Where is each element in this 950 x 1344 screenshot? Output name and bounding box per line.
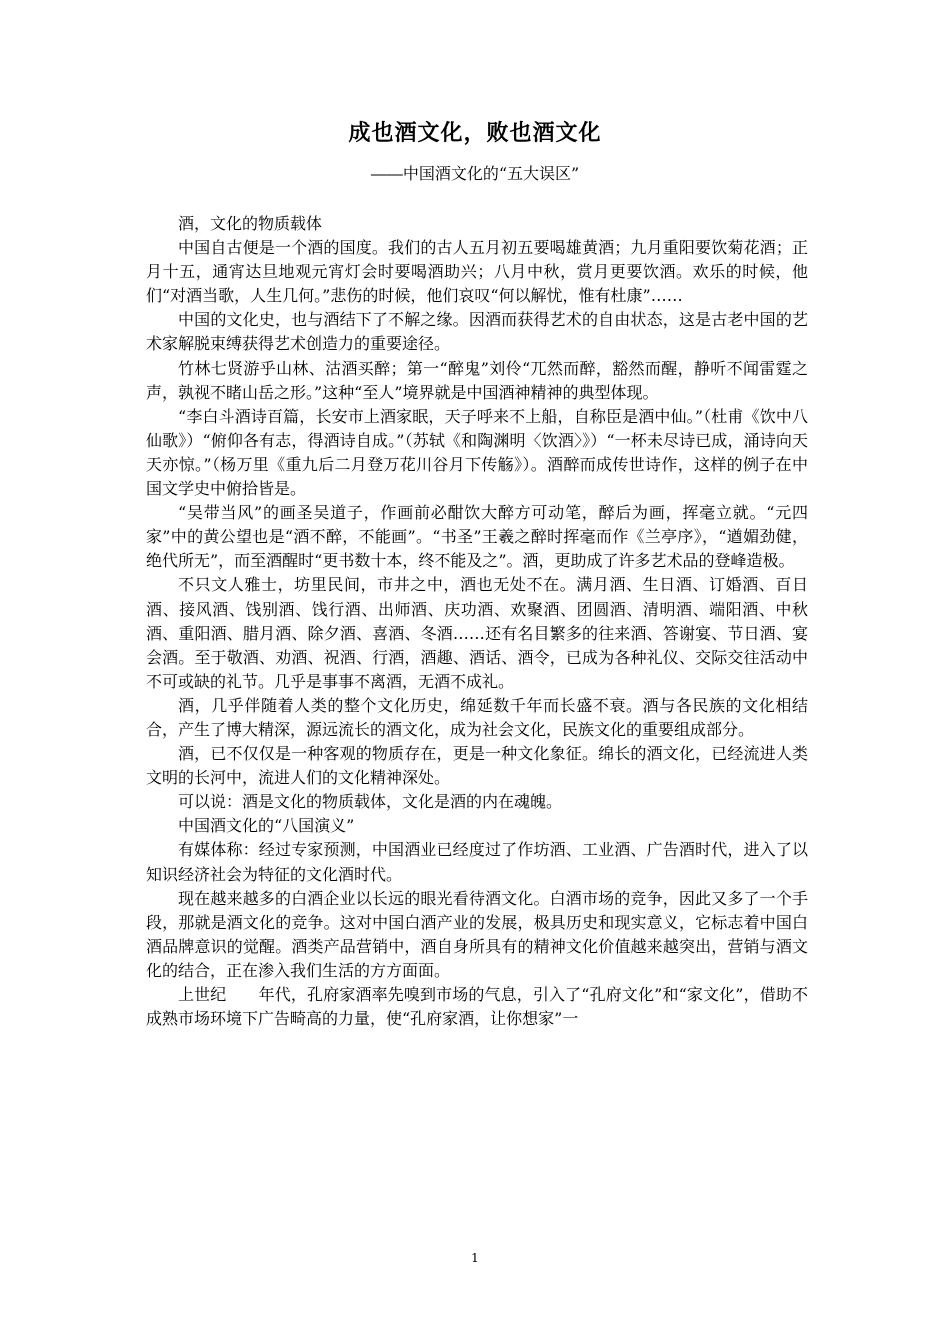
paragraph: 不只文人雅士，坊里民间，市井之中，酒也无处不在。满月酒、生日酒、订婚酒、百日酒、接风酒、饯别酒、饯行酒、出师酒、庆功酒、欢聚酒、团圆酒、清明酒、端阳酒、中秋酒、重阳酒、腊月酒、除夕酒、喜酒、冬酒……还有名目繁多的往来酒、答谢宴、节日酒、宴会酒。至于敬酒、劝酒、祝酒、行酒，酒趣、酒话、酒令，已成为各种礼仪、交际交往活动中不可或缺的礼节。几乎是事事不离酒，无酒不成礼。 bbox=[146, 575, 808, 691]
paragraph: “吴带当风”的画圣吴道子，作画前必酣饮大醉方可动笔，醉后为画，挥毫立就。“元四家”中的黄公望也是“酒不醉，不能画”。“书圣”王羲之醉时挥毫而作《兰亭序》，“遒媚劲健，绝代所无”，而至酒醒时“更书数十本，终不能及之”。酒，更助成了许多艺术品的登峰造极。 bbox=[146, 503, 808, 571]
paragraph: 酒，已不仅仅是一种客观的物质存在，更是一种文化象征。绵长的酒文化，已经流进人类文明的长河中，流进人们的文化精神深处。 bbox=[146, 744, 808, 788]
document-body bbox=[146, 212, 808, 1031]
page-number: 1 bbox=[471, 1251, 479, 1265]
paragraph: 竹林七贤游乎山林、沽酒买醉；第一“醉鬼”刘伶“兀然而醉，豁然而醒，静听不闻雷霆之声，孰视不睹山岳之形。”这种“至人”境界就是中国酒神精神的典型体现。 bbox=[146, 358, 808, 402]
paragraph: 有媒体称：经过专家预测，中国酒业已经度过了作坊酒、工业酒、广告酒时代，进入了以知识经济社会为特征的文化酒时代。 bbox=[146, 840, 808, 884]
paragraph: 中国自古便是一个酒的国度。我们的古人五月初五要喝雄黄酒；九月重阳要饮菊花酒；正月十五，通宵达旦地观元宵灯会时要喝酒助兴；八月中秋，赏月更要饮酒。欢乐的时候，他们“对酒当歌，人生几何。”悲伤的时候，他们哀叹“何以解忧，惟有杜康”…… bbox=[146, 238, 808, 306]
section-heading: 酒，文化的物质载体 bbox=[178, 214, 323, 233]
document-subtitle: ――中国酒文化的“五大误区” bbox=[370, 164, 580, 183]
paragraph: 中国的文化史，也与酒结下了不解之缘。因酒而获得艺术的自由状态，这是古老中国的艺术家解脱束缚获得艺术创造力的重要途径。 bbox=[146, 310, 808, 354]
paragraph: “李白斗酒诗百篇，长安市上酒家眠，天子呼来不上船，自称臣是酒中仙。”（杜甫《饮中八仙歌》）“俯仰各有志，得酒诗自成。”（苏轼《和陶渊明〈饮酒〉》）“一杯未尽诗已成，涌诗向天天亦惊。”（杨万里《重九后二月登万花川谷月下传觞》）。酒醉而成传世诗作，这样的例子在中国文学史中俯拾皆是。 bbox=[146, 406, 808, 499]
paragraph: 现在越来越多的白酒企业以长远的眼光看待酒文化。白酒市场的竞争，因此又多了一个手段，那就是酒文化的竞争。这对中国白酒产业的发展，极具历史和现实意义，它标志着中国白酒品牌意识的觉醒。酒类产品营销中，酒自身所具有的精神文化价值越来越突出，营销与酒文化的结合，正在渗入我们生活的方方面面。 bbox=[146, 888, 808, 980]
paragraph: 可以说：酒是文化的物质载体，文化是酒的内在魂魄。 bbox=[178, 792, 563, 812]
paragraph: 上世纪 年代，孔府家酒率先嗅到市场的气息，引入了“孔府文化”和“家文化”，借助不成熟市场环境下广告畸高的力量，使“孔府家酒，让你想家”一 bbox=[146, 985, 808, 1029]
section-heading: 中国酒文化的“八国演义” bbox=[178, 816, 355, 836]
document-title: 成也酒文化，败也酒文化 bbox=[348, 121, 602, 146]
paragraph: 酒，几乎伴随着人类的整个文化历史，绵延数千年而长盛不衰。酒与各民族的文化相结合，产生了博大精深，源远流长的酒文化，成为社会文化，民族文化的重要组成部分。 bbox=[146, 695, 808, 739]
